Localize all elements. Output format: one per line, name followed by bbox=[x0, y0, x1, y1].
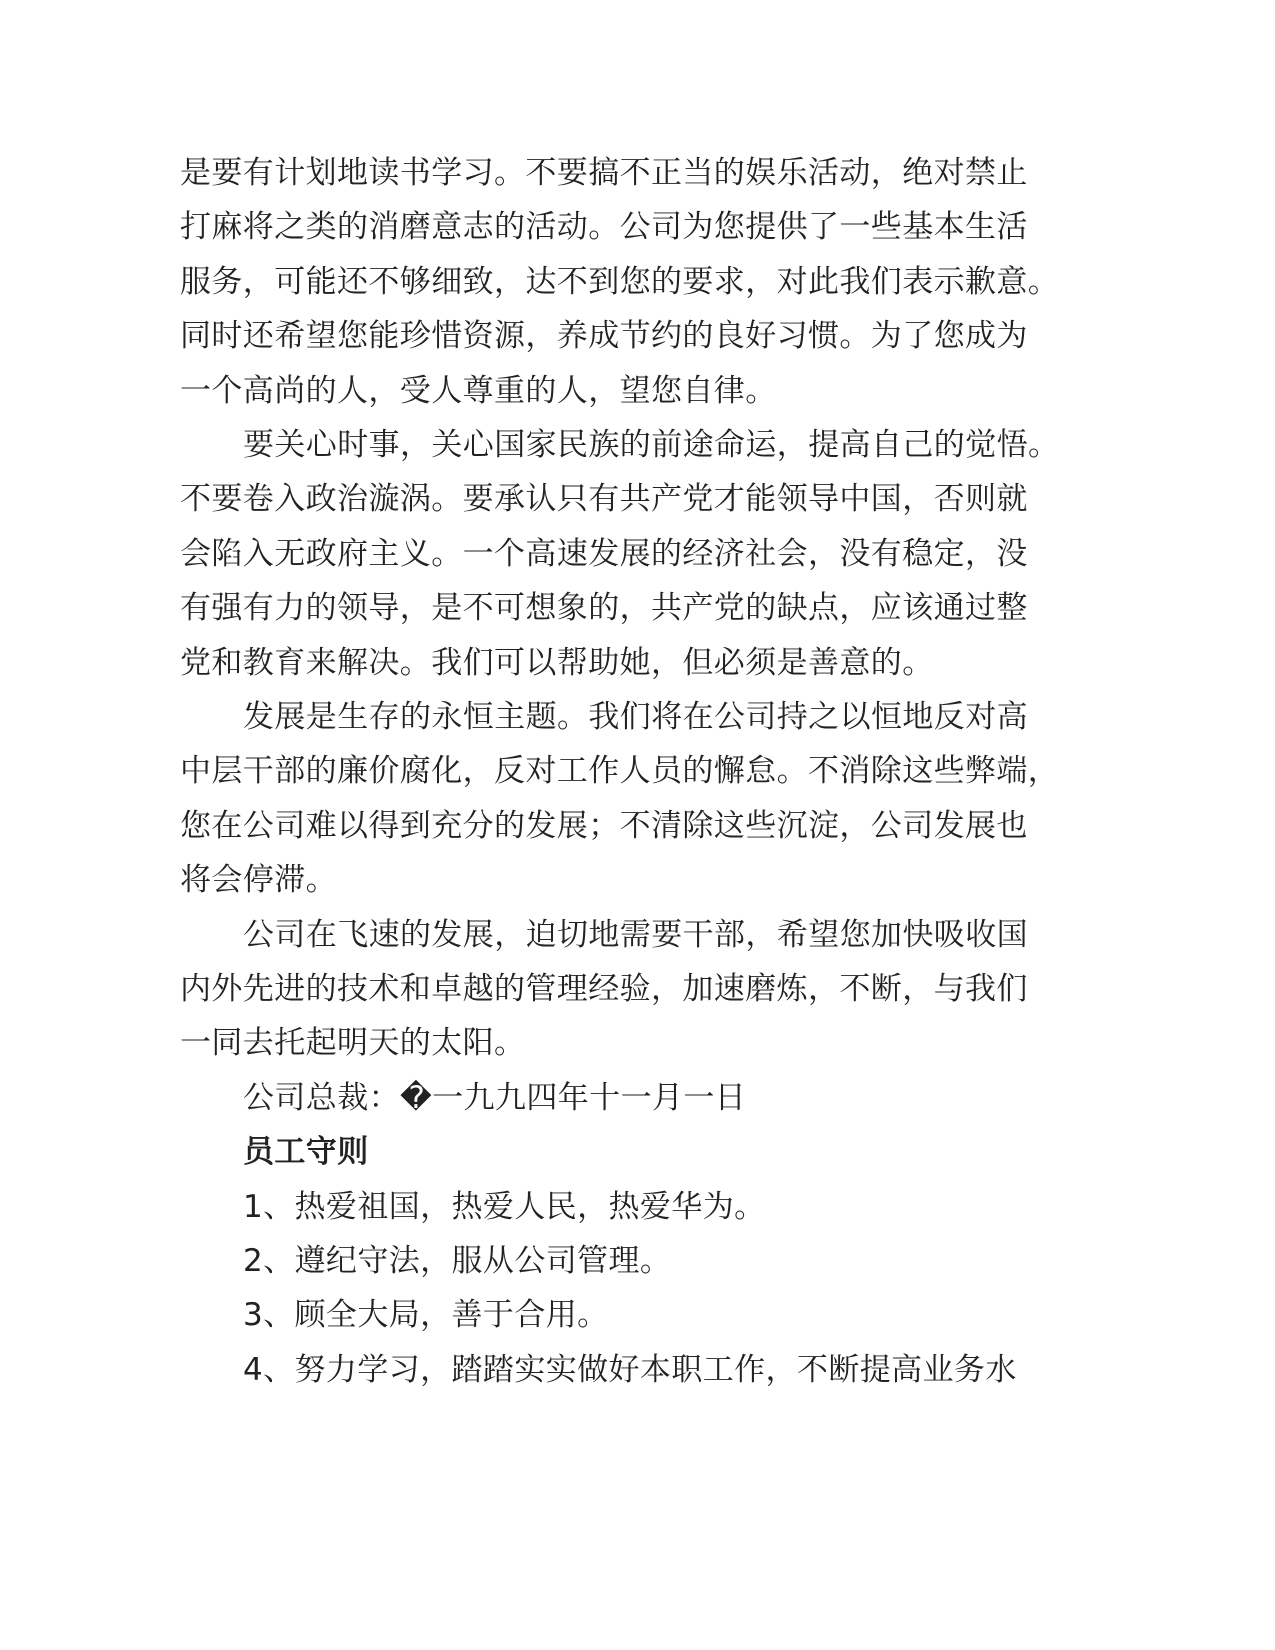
paragraph-line: 打麻将之类的消磨意志的活动。公司为您提供了一些基本生活 bbox=[180, 209, 1028, 245]
rule-item: 2、遵纪守法，服从公司管理。 bbox=[243, 1243, 672, 1279]
signature-line: 公司总裁：�一九九四年十一月一日 bbox=[243, 1080, 747, 1116]
paragraph-line: 一个高尚的人，受人尊重的人，望您自律。 bbox=[180, 373, 777, 409]
paragraph-line: 是要有计划地读书学习。不要搞不正当的娱乐活动，绝对禁止 bbox=[180, 155, 1028, 191]
paragraph-line: 会陷入无政府主义。一个高速发展的经济社会，没有稳定，没 bbox=[180, 536, 1028, 572]
paragraph-line: 党和教育来解决。我们可以帮助她，但必须是善意的。 bbox=[180, 645, 934, 681]
rule-item: 4、努力学习，踏踏实实做好本职工作，不断提高业务水 bbox=[243, 1352, 1017, 1388]
paragraph-line: 服务，可能还不够细致，达不到您的要求，对此我们表示歉意。 bbox=[180, 264, 1060, 300]
paragraph-line: 中层干部的廉价腐化，反对工作人员的懈怠。不消除这些弊端， bbox=[180, 753, 1060, 789]
paragraph-line: 不要卷入政治漩涡。要承认只有共产党才能领导中国，否则就 bbox=[180, 481, 1028, 517]
rule-item: 1、热爱祖国，热爱人民，热爱华为。 bbox=[243, 1189, 766, 1225]
paragraph-line: 一同去托起明天的太阳。 bbox=[180, 1025, 526, 1061]
paragraph-line: 要关心时事，关心国家民族的前途命运，提高自己的觉悟。 bbox=[243, 427, 1060, 463]
paragraph-line: 同时还希望您能珍惜资源，养成节约的良好习惯。为了您成为 bbox=[180, 318, 1028, 354]
paragraph-line: 内外先进的技术和卓越的管理经验，加速磨炼，不断，与我们 bbox=[180, 971, 1028, 1007]
paragraph-line: 您在公司难以得到充分的发展；不清除这些沉淀，公司发展也 bbox=[180, 808, 1028, 844]
paragraph-line: 发展是生存的永恒主题。我们将在公司持之以恒地反对高 bbox=[243, 699, 1028, 735]
paragraph-line: 有强有力的领导，是不可想象的，共产党的缺点，应该通过整 bbox=[180, 590, 1028, 626]
rule-item: 3、顾全大局，善于合用。 bbox=[243, 1297, 609, 1333]
section-title: 员工守则 bbox=[243, 1134, 369, 1170]
paragraph-line: 将会停滞。 bbox=[180, 862, 337, 898]
paragraph-line: 公司在飞速的发展，迫切地需要干部，希望您加快吸收国 bbox=[243, 917, 1028, 953]
